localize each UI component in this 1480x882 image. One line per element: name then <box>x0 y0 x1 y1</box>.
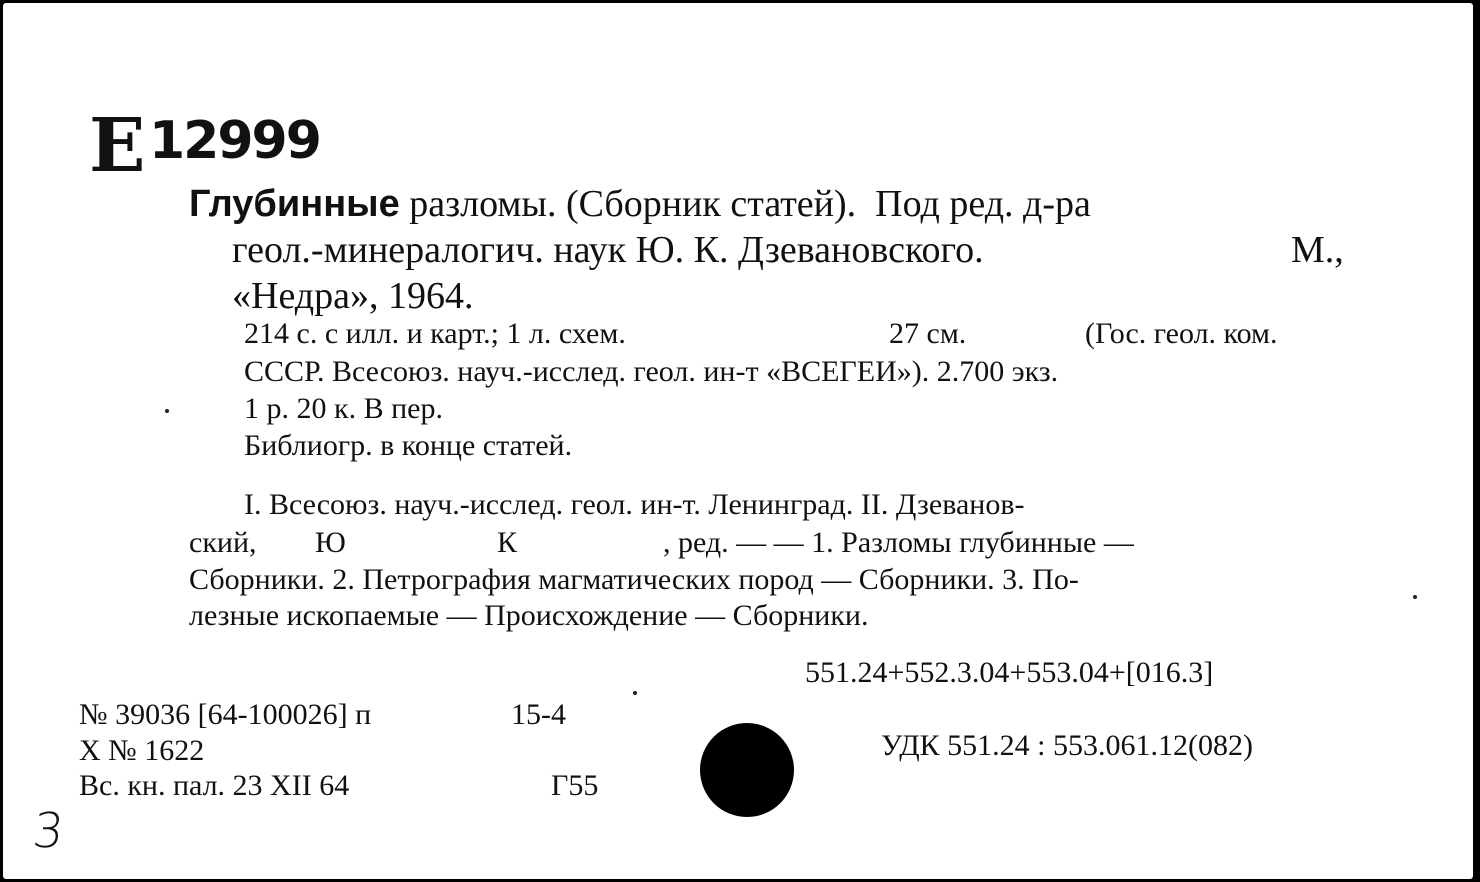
speck <box>1413 595 1417 599</box>
udk-number: УДК 551.24 : 553.061.12(082) <box>881 729 1253 762</box>
title-line-2: геол.-минералогич. наук Ю. К. Дзевановского. <box>232 229 984 271</box>
tracings-line-1: I. Всесоюз. науч.-исслед. геол. ин-т. Ленинград. II. Дзеванов- <box>244 488 1025 521</box>
tracings-line-3: Сборники. 2. Петрография магматических пород — Сборники. 3. По- <box>189 563 1079 596</box>
title-line-1 <box>189 185 1091 223</box>
description-bibliography: Библиогр. в конце статей. <box>244 429 573 462</box>
title-place: М., <box>1291 229 1344 271</box>
footer-author-mark: Г55 <box>551 769 599 802</box>
description-size: 27 см. <box>889 317 967 350</box>
tracings-line-4: лезные ископаемые — Происхождение — Сборники. <box>189 599 869 632</box>
speck <box>633 691 637 695</box>
footer-order-number: Х № 1622 <box>79 734 205 767</box>
description-price: 1 р. 20 к. В пер. <box>244 392 443 425</box>
classification-number: 551.24+552.3.04+553.04+[016.3] <box>805 656 1214 689</box>
call-number-letter: Е <box>89 103 146 189</box>
handwritten-mark: 3 <box>30 803 67 859</box>
footer-printing-code: 15-4 <box>511 698 566 731</box>
title-line-1-rest: разломы. (Сборник статей). Под ред. д-ра <box>399 183 1091 225</box>
speck <box>165 409 169 413</box>
description-series-start: (Гос. геол. ком. <box>1085 317 1278 350</box>
catalog-card <box>3 3 1473 879</box>
description-pages: 214 с. с илл. и карт.; 1 л. схем. <box>244 317 626 350</box>
footer-chamber-date: Вс. кн. пал. 23 XII 64 <box>79 769 350 802</box>
call-number: 12999 <box>149 111 320 171</box>
tracings-line-2a: ский, <box>189 526 257 559</box>
tracings-line-2b: Ю <box>315 526 346 559</box>
tracings-line-2d: , ред. — — 1. Разломы глубинные — <box>663 526 1134 559</box>
punch-hole <box>700 723 794 817</box>
description-line-2: СССР. Всесоюз. науч.-исслед. геол. ин-т «ВСЕГЕИ»). 2.700 экз. <box>244 355 1059 388</box>
tracings-line-2c: К <box>497 526 518 559</box>
footer-registration: № 39036 [64-100026] п <box>79 698 372 731</box>
title-line-3: «Недра», 1964. <box>232 275 474 317</box>
title-bold-word: Глубинные <box>189 183 400 225</box>
